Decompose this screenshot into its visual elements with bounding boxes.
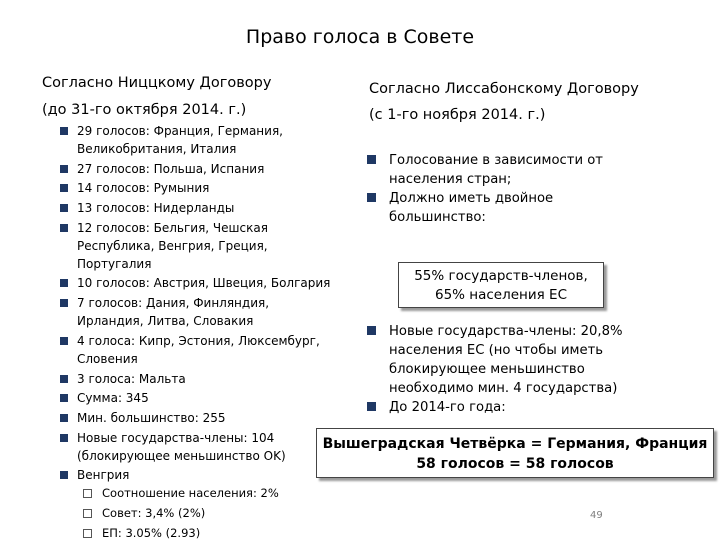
lisbon-bottom-list-container [367, 322, 637, 417]
hollow-square-bullet-icon [83, 509, 92, 518]
square-bullet-icon [60, 279, 68, 287]
list-item [367, 322, 637, 398]
square-bullet-icon [60, 471, 68, 479]
list-item-text: 12 голосов: Бельгия, Чешская Республика, Венгрия, Греция, Португалия [77, 220, 268, 271]
list-item [60, 294, 332, 330]
list-item-text: 7 голосов: Дания, Финляндия, Ирландия, Литва, Словакия [77, 296, 270, 329]
square-bullet-icon [60, 434, 68, 442]
list-item-text: 10 голосов: Австрия, Швеция, Болгария [77, 276, 331, 291]
majority-box-line-2: 65% населения ЕС [434, 287, 568, 303]
list-item-text: Мин. большинство: 255 [77, 410, 226, 425]
square-bullet-icon [60, 337, 68, 345]
list-item-text: 4 голоса: Кипр, Эстония, Люксембург, Словения [77, 333, 320, 366]
square-bullet-icon [367, 326, 376, 335]
list-item [60, 179, 332, 197]
hungary-sub-list [77, 484, 332, 542]
list-item-text: 29 голосов: Франция, Германия, Великобритания, Италия [77, 124, 283, 156]
square-bullet-icon [367, 193, 376, 202]
nice-treaty-list-container [60, 122, 332, 544]
square-bullet-icon [60, 165, 68, 173]
list-item-text: 27 голосов: Польша, Испания [77, 161, 265, 176]
list-item [60, 466, 332, 542]
hollow-square-bullet-icon [83, 529, 92, 538]
square-bullet-icon [60, 184, 68, 192]
hollow-square-bullet-icon [83, 489, 92, 498]
sub-list-item [77, 504, 332, 522]
lisbon-bottom-list [367, 322, 637, 417]
page-number: 49 [590, 510, 603, 521]
sub-list-item-text: Совет: 3,4% (2%) [102, 506, 206, 521]
list-item-text: До 2014-го года: [389, 400, 506, 415]
list-item [60, 429, 332, 465]
list-item [60, 370, 332, 388]
square-bullet-icon [60, 127, 68, 135]
nice-treaty-list [60, 122, 332, 542]
slide-title: Право голоса в Совете [245, 26, 475, 48]
list-item [60, 199, 332, 217]
square-bullet-icon [367, 402, 376, 411]
list-item-text: Голосование в зависимости от населения стран; [389, 153, 603, 187]
list-item [60, 160, 332, 178]
nice-treaty-date: (до 31-го октября 2014. г.) [42, 102, 247, 118]
lisbon-top-list [367, 151, 627, 227]
list-item [60, 409, 332, 427]
sub-list-item [77, 484, 332, 502]
nice-treaty-header: Согласно Ниццкому Договору [42, 75, 272, 91]
majority-box-line-1: 55% государств-членов, [414, 268, 588, 284]
double-majority-box [398, 262, 604, 308]
square-bullet-icon [60, 394, 68, 402]
square-bullet-icon [60, 375, 68, 383]
list-item [367, 189, 627, 227]
lisbon-top-list-container [367, 151, 627, 227]
lisbon-treaty-header: Согласно Лиссабонскому Договору [369, 81, 639, 97]
list-item-text: Новые государства-члены: 20,8% населения ЕС (но чтобы иметь блокирующее меньшинство необходимо мин. 4 государства) [389, 324, 623, 396]
list-item [60, 332, 332, 368]
list-item [60, 122, 332, 158]
list-item-text: 14 голосов: Румыния [77, 181, 210, 196]
square-bullet-icon [60, 224, 68, 232]
list-item-text: Должно иметь двойное большинство: [389, 191, 554, 225]
square-bullet-icon [60, 414, 68, 422]
list-item [60, 389, 332, 407]
square-bullet-icon [60, 204, 68, 212]
list-item [367, 151, 627, 189]
list-item-text: Венгрия [77, 468, 130, 483]
visegrad-box [316, 428, 714, 478]
list-item [367, 398, 637, 417]
sub-list-item-text: Соотношение населения: 2% [102, 486, 279, 501]
visegrad-box-line-1: Вышеградская Четвёрка = Германия, Франция [322, 436, 708, 452]
list-item [60, 219, 332, 273]
list-item-text: Сумма: 345 [77, 391, 149, 406]
square-bullet-icon [367, 155, 376, 164]
sub-list-item-text: ЕП: 3.05% (2.93) [102, 526, 201, 541]
list-item-text: 13 голосов: Нидерланды [77, 201, 235, 216]
list-item-text: Новые государства-члены: 104 (блокирующее меньшинство OK) [77, 430, 286, 463]
list-item-text: 3 голоса: Мальта [77, 371, 186, 386]
list-item [60, 274, 332, 292]
visegrad-box-line-2: 58 голосов = 58 голосов [416, 456, 614, 472]
square-bullet-icon [60, 299, 68, 307]
lisbon-treaty-date: (с 1-го ноября 2014. г.) [369, 107, 546, 123]
